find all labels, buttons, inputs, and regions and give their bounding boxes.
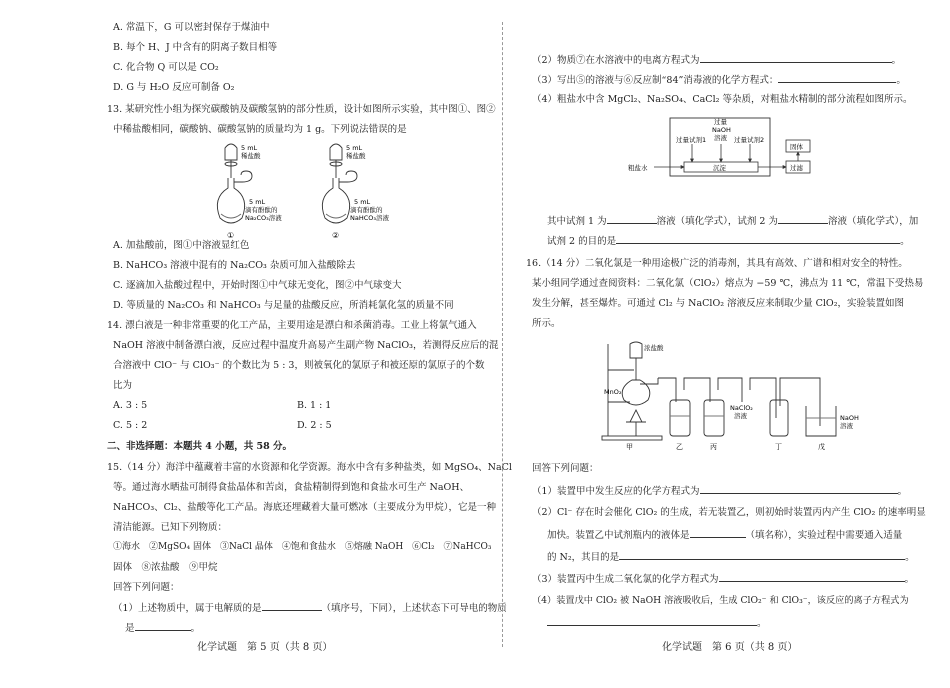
q14-option-d: D. 2 : 5 — [297, 420, 332, 431]
q16-part3 — [532, 569, 914, 589]
fig13-acid2: 稀盐酸 — [241, 152, 261, 160]
fig13-num2: ② — [332, 231, 340, 240]
footer-page-6: 化学试题 第 6 页（共 8 页） — [662, 642, 798, 653]
fig16-label-wu: 戊 — [818, 443, 825, 450]
option-b-prev: B. 每个 H、J 中含有的阴离子数目相等 — [113, 42, 278, 53]
q15-answer-blank-purpose[interactable] — [616, 231, 900, 244]
q16-answer-blank-1[interactable] — [700, 481, 898, 494]
fig13-sol2c: NaHCO₃溶液 — [350, 214, 389, 222]
q15-part3-end: 。 — [896, 75, 906, 86]
q16-answer-blank-4[interactable] — [547, 613, 757, 626]
fig13-sol1c: Na₂CO₃溶液 — [245, 214, 282, 222]
q16-part2-line1: （2）Cl⁻ 存在时会催化 ClO₂ 的生成，若无装置乙，则初始时装置丙内产生 ClO₂ 的速率明显 — [532, 507, 926, 518]
q15-part4: （4）粗盐水中含 MgCl₂、Na₂SO₄、CaCl₂ 等杂质，对粗盐水精制的部分流程如图所示。 — [532, 94, 913, 105]
q16-prompt: 回答下列问题： — [532, 463, 599, 474]
figure-16-apparatus — [600, 340, 860, 450]
q16-part2-text-b: （填名称），实验过程中需要通入适量 — [745, 530, 903, 541]
fig16-naclo2-a: NaClO₂ — [730, 404, 753, 412]
q15-part4-text-b: 溶液（填化学式），试剂 2 为 — [656, 216, 778, 227]
q16-answer-blank-liquid[interactable] — [690, 525, 746, 538]
flow-reagent2: 过量试剂2 — [734, 136, 765, 144]
q14-option-b: B. 1 : 1 — [297, 400, 332, 411]
q16-part3-end: 。 — [904, 574, 915, 585]
q16-part1-text: （1）装置甲中发生反应的化学方程式为 — [532, 486, 700, 497]
option-a-prev: A. 常温下，G 可以密封保存于煤油中 — [113, 22, 270, 33]
fig16-naoh-b: 溶液 — [840, 422, 853, 430]
q15-part1-cont-wrap — [125, 618, 200, 638]
question-14-line1: 14. 漂白液是一种非常重要的化工产品，主要用途是漂白和杀菌消毒。工业上将氯气通入 — [107, 320, 477, 331]
section-2-heading: 二、非选择题：本题共 4 小题，共 58 分。 — [107, 441, 293, 452]
fig13-acid1b: 5 mL — [346, 144, 363, 152]
question-16-line4: 所示。 — [532, 318, 561, 329]
q14-option-c: C. 5 : 2 — [113, 420, 148, 431]
q16-part4: （4）装置戊中 ClO₂ 被 NaOH 溶液吸收后，生成 ClO₂⁻ 和 ClO₃⁻，该反应的离子方程式为 — [532, 595, 909, 606]
q15-part4-text-d: 试剂 2 的目的是 — [547, 236, 617, 247]
fig13-sol1b: 滴有酚酞的 — [245, 206, 278, 214]
flow-naoh-2: NaOH — [712, 126, 731, 134]
question-15-line3: NaHCO₃、Cl₂、盐酸等化工产品。海底还埋藏着大量可燃冰（主要成分为甲烷），它是一种 — [113, 502, 496, 513]
q15-part1-text1: （1）上述物质中，属于电解质的是 — [113, 603, 262, 614]
question-15-line4: 清洁能源。已知下列物质： — [113, 522, 228, 533]
fig16-naoh-a: NaOH — [840, 414, 859, 422]
q15-part2-end: 。 — [891, 55, 902, 66]
fig16-label-jia: 甲 — [626, 443, 633, 450]
q16-part2-line3 — [547, 547, 915, 567]
fig13-acid1: 5 mL — [241, 144, 258, 152]
question-15-substances: ①海水 ②MgSO₄ 固体 ③NaCl 晶体 ④饱和食盐水 ⑤熔融 NaOH ⑥Cl₂ ⑦NaHCO₃ — [113, 542, 492, 552]
question-15-line2: 等。通过海水晒盐可制得食盐晶体和苦卤，食盐精制得到饱和食盐水可生产 NaOH、 — [113, 482, 470, 493]
q15-part3 — [532, 70, 906, 90]
fig13-num1: ① — [227, 231, 235, 240]
q15-answer-blank-reagent1[interactable] — [607, 211, 657, 224]
q13-option-a: A. 加盐酸前，图①中溶液显红色 — [113, 240, 250, 251]
q16-answer-blank-3[interactable] — [719, 569, 905, 582]
q16-part2-end: 。 — [905, 552, 915, 563]
q13-option-d: D. 等质量的 Na₂CO₃ 和 NaHCO₃ 与足量的盐酸反应，所消耗氯化氢的质量不同 — [113, 300, 454, 311]
question-13-line1: 13. 某研究性小组为探究碳酸钠及碳酸氢钠的部分性质，设计如图所示实验，其中图①、图② — [107, 104, 496, 115]
fig13-sol1a: 5 mL — [249, 198, 266, 206]
fig16-naclo2-b: 溶液 — [734, 412, 747, 420]
q15-answer-blank-conductive[interactable] — [135, 618, 191, 631]
q16-part4-line2 — [547, 613, 767, 633]
fig13-sol2a: 5 mL — [354, 198, 371, 206]
q15-answer-blank-1[interactable] — [262, 598, 322, 611]
q16-part3-text: （3）装置丙中生成二氧化氯的化学方程式为 — [532, 574, 719, 585]
fig16-label-yi: 乙 — [676, 443, 683, 450]
q15-part4-text-a: 其中试剂 1 为 — [547, 216, 607, 227]
q13-option-c: C. 逐滴加入盐酸过程中，开始时图①中气球无变化，图②中气球变大 — [113, 280, 402, 291]
q16-part2-line2 — [547, 525, 902, 545]
q15-part1-end: 。 — [190, 623, 201, 634]
question-14-line2: NaOH 溶液中制备漂白液，反应过程中温度升高易产生副产物 NaClO₃，若测得反应后的混 — [113, 340, 499, 351]
figure-13-apparatus — [203, 138, 423, 248]
q13-option-b: B. NaHCO₃ 溶液中混有的 Na₂CO₃ 杂质可加入盐酸除去 — [113, 260, 356, 271]
flow-diagram-brine — [628, 112, 848, 188]
question-15-part1 — [113, 598, 507, 618]
question-14-line3: 合溶液中 ClO⁻ 与 ClO₃⁻ 的个数比为 5 : 3，则被氧化的氯原子和被还原的氯原子的个数 — [113, 360, 485, 371]
flow-reagent1: 过量试剂1 — [676, 136, 707, 144]
q15-part4-end: 。 — [900, 236, 910, 247]
question-14-line4: 比为 — [113, 380, 133, 391]
flow-filter: 过滤 — [790, 164, 803, 172]
q16-part1-end: 。 — [897, 486, 908, 497]
q15-part4-line1 — [547, 211, 918, 231]
q15-answer-blank-3[interactable] — [778, 70, 896, 83]
q15-answer-blank-2[interactable] — [700, 50, 892, 63]
fig16-mno2: MnO₂ — [604, 388, 622, 396]
q16-part1 — [532, 481, 907, 501]
q16-part2-text-c: 的 N₂，其目的是 — [547, 552, 620, 563]
column-divider — [502, 22, 503, 647]
flow-naoh-3: 溶液 — [714, 134, 727, 142]
flow-precipitate: 沉淀 — [713, 164, 726, 172]
fig16-hcl: 浓盐酸 — [644, 344, 664, 352]
q15-answer-blank-reagent2[interactable] — [778, 211, 828, 224]
fig13-acid2b: 稀盐酸 — [346, 152, 366, 160]
q16-part2-text-a: 加快。装置乙中试剂瓶内的液体是 — [547, 530, 690, 541]
q15-part4-line2 — [547, 231, 910, 251]
q15-part1-text2: （填序号，下同），上述状态下可导电的物质 — [321, 603, 507, 614]
question-16-line1: 16.（14 分）二氧化氯是一种用途极广泛的消毒剂，其具有高效、广谱和相对安全的特性。 — [526, 258, 908, 269]
q16-part4-end: 。 — [757, 618, 767, 629]
footer-page-5: 化学试题 第 5 页（共 8 页） — [197, 642, 333, 653]
flow-raw-brine: 粗盐水 — [628, 164, 648, 172]
fig16-label-ding: 丁 — [775, 443, 782, 450]
q15-part3-text: （3）写出⑤的溶液与⑥反应制“84”消毒液的化学方程式： — [532, 75, 779, 86]
option-c-prev: C. 化合物 Q 可以是 CO₂ — [113, 62, 219, 73]
question-13-line2: 中稀盐酸相同，碳酸钠、碳酸氢钠的质量均为 1 g。下列说法错误的是 — [113, 124, 407, 135]
question-15-line1: 15.（14 分）海洋中蕴藏着丰富的水资源和化学资源。海水中含有多种盐类，如 MgSO₄、NaCl — [107, 462, 512, 473]
flow-solid: 固体 — [790, 143, 803, 151]
q15-part2 — [532, 50, 901, 70]
q15-part1-text3: 是 — [125, 623, 135, 634]
question-15-prompt: 回答下列问题： — [113, 582, 180, 593]
fig16-label-bing: 丙 — [710, 443, 717, 450]
question-15-substances2: 固体 ⑧浓盐酸 ⑨甲烷 — [113, 562, 218, 573]
fig13-sol2b: 滴有酚酞的 — [350, 206, 383, 214]
q15-part4-text-c: 溶液（填化学式），加 — [827, 216, 919, 227]
q14-option-a: A. 3 : 5 — [113, 400, 148, 411]
q15-part2-text: （2）物质⑦在水溶液中的电离方程式为 — [532, 55, 700, 66]
option-d-prev: D. G 与 H₂O 反应可制备 O₂ — [113, 82, 235, 93]
question-16-line2: 某小组同学通过查阅资料：二氧化氯（ClO₂）熔点为 −59 ℃，沸点为 11 ℃，常温下受热易 — [532, 278, 924, 289]
question-16-line3: 发生分解，甚至爆炸。可通过 Cl₂ 与 NaClO₂ 溶液反应来制取少量 ClO₂，实验装置如图 — [532, 298, 904, 309]
q16-answer-blank-purpose[interactable] — [619, 547, 905, 560]
flow-naoh-1: 过量 — [714, 118, 727, 126]
